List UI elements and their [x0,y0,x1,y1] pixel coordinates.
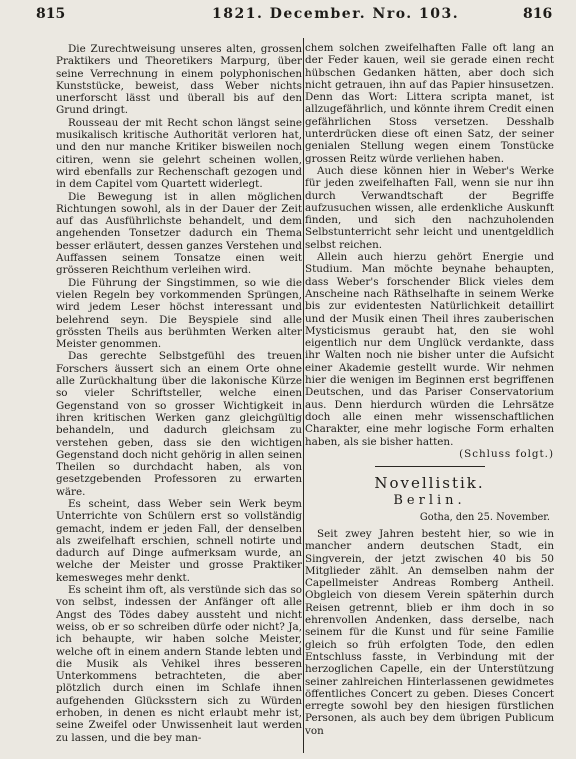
column-divider [303,38,304,753]
page-number-left: 815 [36,6,66,22]
city-heading: Berlin. [393,493,466,509]
left-column [56,43,302,744]
paragraph: chem solchen zweifelhaften Falle oft lang an der Feder kauen, weil sie gerade einen recht hübschen Gedanken hätten, aber doch sich nicht getrauen, ihn auf das Papier hinsusetzen. Denn das Wort: Littera scripta manet, ist allzugefährlich, und könnte ihrem Credit einen gefährlichen Stoss versetzen. Desshalb unterdrücken diese oft einen Satz, der seiner genialen Stellung wegen einem Tonstücke grossen Reitz würde verliehen haben. [305,42,554,165]
page-header [0,0,576,32]
dateline: Gotha, den 25. November. [419,511,550,523]
paragraph: Die Bewegung ist in allen möglichen Richtungen sowohl, als in der Dauer der Zeit auf das Ausführlichste behandelt, und dem angehenden Tonsetzer dadurch ein Thema besser erläutert, dessen ganzes Verstehen und Auffassen seinem Tonsatze einen weit grösseren Reichthum verleihen wird. [56,190,302,277]
page-number-right: 816 [523,6,553,22]
paragraph: Es scheint ihm oft, als verstünde sich das so von selbst, indessen der Anfänger oft alle Angst des Tödes dabey aussteht und nicht weiss, ob er so schreiben dürfe oder nicht? Ja, ich behaupte, wir haben solche Meister, welche oft in einem andern Stande lebten und die Musik als Vehikel ihres besseren Unterkommens betrachteten, die aber plötzlich durch einen im Schlafe ihnen aufgehenden Glücksstern sich zu Würden erhoben, in denen es nicht erlaubt mehr ist, seine Zweifel oder Unwissenheit laut werden zu lassen, und die bey man- [56,584,302,744]
paragraph: Rousseau der mit Recht schon längst seine musikalisch kritische Authorität verloren hat, und den nur manche Kritiker bisweilen noch citiren, wenn sie gelehrt scheinen wollen, wird ebenfalls zur Rechenschaft gezogen und in dem Capitel vom Quartett widerlegt. [56,116,302,191]
right-column [305,42,554,737]
paragraph: Allein auch hierzu gehört Energie und Studium. Man möchte beynahe behaupten, dass Weber's forschender Blick vieles dem Anscheine nach Räthselhafte in seinem Werke bis zur evidentesten Natürlichkeit detaillirt und der Musik einen Theil ihres zauberischen Mysticismus geraubt hat, den sie wohl eigentlich nur dem Unglück verdankte, dass ihr Walten noch nie bisher unter die Aufsicht einer Akademie gestellt wurde. Wir nehmen hier die wenigen im Beginnen erst begriffenen Deutschen, und das Pariser Conservatorium aus. Denn hierdurch würden die Lehrsätze doch alle einen mehr wissenschaftlichen Charakter, eine mehr logische Form erhalten haben, als sie bisher hatten. [305,251,554,448]
continuation-note: (Schluss folgt.) [459,447,554,460]
section-rule [375,466,485,467]
paragraph: Die Führung der Singstimmen, so wie die vielen Regeln bey vorkommenden Sprüngen, wird jedem Leser höchst interessant und belehrend seyn. Die Beyspiele sind alle grössten Theils aus berühmten Werken alter Meister genommen. [56,276,302,351]
paragraph: Auch diese können hier in Weber's Werke für jeden zweifelhaften Fall, wenn sie nur ihn durch Verwandtschaft der Begriffe aufzusuchen wissen, alle erdenkliche Auskunft finden, und sich den nachzuholenden Selbstunterricht sehr leicht und unentgeldlich selbst reichen. [305,164,554,251]
paragraph: Seit zwey Jahren besteht hier, so wie in mancher andern deutschen Stadt, ein Singverein, der jetzt zwischen 40 bis 50 Mitglieder zählt. An demselben nahm der Capellmeister Andreas Romberg Antheil. Obgleich von diesem Verein späterhin durch Reisen getrennt, blieb er ihm doch in so ehrenvollen Andenken, dass derselbe, nach seinem für die Kunst und für seine Familie gleich so früh erfolgten Tode, den edlen Entschluss fasste, in Verbindung mit der herzoglichen Capelle, ein der Unterstützung seiner zahlreichen Hinterlassenen gewidmetes öffentliches Concert zu geben. Dieses Concert erregte sowohl bey den hiesigen fürstlichen Personen, als auch bey dem übrigen Publicum von [305,527,554,737]
paragraph: Die Zurechtweisung unseres alten, grossen Praktikers und Theoretikers Marpurg, über seine Verrechnung in einem polyphonischen Kunststücke, beweist, dass Weber nichts unerforscht lässt und überall bis auf den Grund dringt. [56,43,302,117]
section-heading: Novellistik. [374,474,485,493]
paragraph: Das gerechte Selbstgefühl des treuen Forschers äussert sich an einem Orte ohne alle Zurückhaltung über die lakonische Kürze so vieler Schriftsteller, welche einen Gegenstand von so grosser Wichtigkeit in ihren kritischen Werken ganz gleichgültig behandeln, und dadurch gleichsam zu verstehen geben, dass sie den wichtigen Gegenstand doch nicht gehörig in allen seinen Theilen so durchdacht haben, als von gesetzgebenden Professoren zu erwarten wäre. [56,350,302,498]
issue-date: 1821. December. Nro. 103. [212,6,460,22]
paragraph: Es scheint, dass Weber sein Werk beym Unterrichte von Schülern erst so vollständig gemacht, indem er jeden Fall, der denselben als zweifelhaft erschien, schnell notirte und dadurch auf Dinge aufmerksam wurde, an welche der Meister und grosse Praktiker kemesweges mehr denkt. [56,497,302,584]
